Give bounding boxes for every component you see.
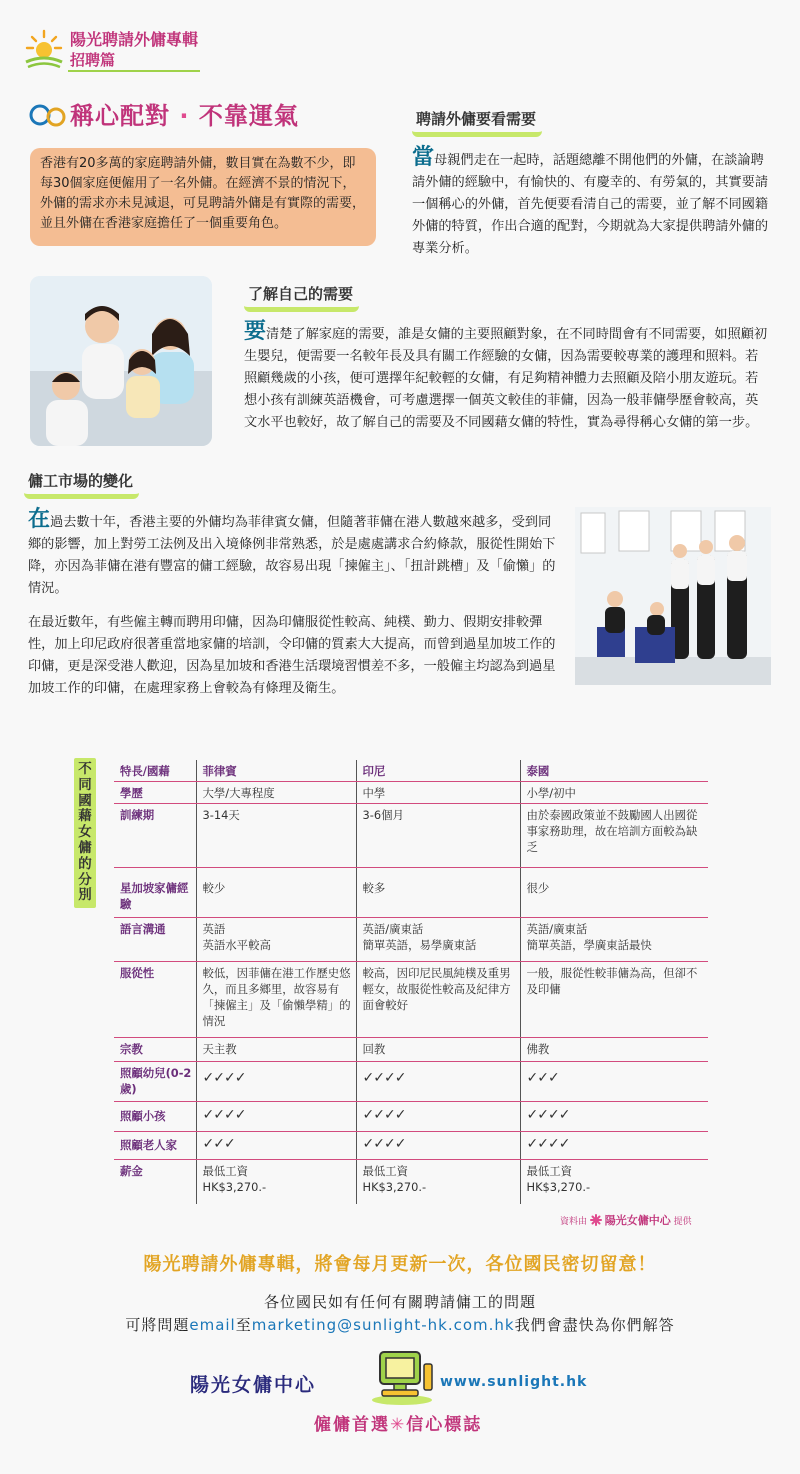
brand-title: 陽光聘請外傭專輯 — [70, 30, 199, 49]
row-label: 星加坡家傭經驗 — [114, 868, 196, 918]
vtitle-char: 同 — [78, 776, 92, 793]
tagline-part1: 僱傭首選 — [314, 1415, 390, 1435]
header-cell: 印尼 — [356, 760, 520, 782]
section3-title: 傭工市場的變化 — [24, 470, 139, 499]
table-cell: 一般，服從性較菲傭為高，但卻不及印傭 — [520, 962, 708, 1038]
row-label: 學歷 — [114, 782, 196, 804]
section2-title: 了解自己的需要 — [244, 283, 359, 312]
section2-text: 清楚了解家庭的需要，誰是女傭的主要照顧對象，在不同時間會有不同需要，如照顧初生嬰兒，便需要一名較年長及具有關工作經驗的女傭，因為需要較專業的護理和照料。若照顧幾歲的小孩，便可選擇年紀較輕的女傭，有足夠精神體力去照顧及陪小朋友遊玩。若想小孩有訓練英語機會，可考慮選擇一個英文較佳的菲傭，因為一般菲傭學歷會較高，英文水平也較好，故了解自己的需要及不同國藉女傭的特性，實為尋得稱心女傭的第一步。 — [244, 327, 768, 430]
table-cell: 較高，因印尼民風純樸及重男輕女，故服從性較高及紀律方面會較好 — [356, 962, 520, 1038]
contact-post: 我們會盡快為你們解答 — [514, 1316, 675, 1334]
table-cell: 英語/廣東話 簡單英語，學廣東話最快 — [520, 918, 708, 962]
table-cell: 較多 — [356, 868, 520, 918]
section3-body2: 在最近數年，有些僱主轉而聘用印傭，因為印傭服從性較高、純樸、勤力、假期安排較彈性，加上印尼政府很著重當地家傭的培訓，令印傭的質素大大提高，而曾到過星加坡工作的印傭，更是深受港人歡迎，因為星加坡和香港生活環境習慣差不多，一般僱主均認為到過星加坡工作的印傭，在處理家務上會較為有條理及衛生。 — [28, 615, 556, 696]
table-row — [114, 1160, 708, 1204]
intro-box: 香港有20多萬的家庭聘請外傭，數目實在為數不少，即每30個家庭便僱用了一名外傭。在經濟不景的情況下，外傭的需求亦未見減退，可見聘請外傭是有實際的需要，並且外傭在香港家庭擔任了一個重要角色。 — [30, 148, 376, 246]
tagline-part2: 信心標誌 — [406, 1415, 483, 1435]
source-prefix: 資料由 — [560, 1217, 588, 1227]
table-row — [114, 1102, 708, 1132]
table-row — [114, 804, 708, 868]
vtitle-char: 國 — [78, 792, 92, 809]
computer-icon — [366, 1348, 438, 1406]
table-cell: 最低工資 HK$3,270.- — [356, 1160, 520, 1204]
check-cell: ✓✓✓✓ — [520, 1132, 708, 1160]
header-cell: 菲律賓 — [196, 760, 356, 782]
contact-pre: 可將問題 — [125, 1316, 190, 1334]
check-cell: ✓✓✓✓ — [520, 1102, 708, 1132]
table-cell: 較少 — [196, 868, 356, 918]
table-cell: 英語 英語水平較高 — [196, 918, 356, 962]
section3-text1: 過去數十年，香港主要的外傭均為菲律賓女傭，但隨著菲傭在港人數越來越多，受到同鄉的影響，加上對勞工法例及出入境條例非常熟悉，於是處處講求合約條款，服從性開始下降，亦因為菲傭在港有豐富的傭工經驗，故容易出現「揀僱主」、「扭計跳槽」及「偷懶」的情況。 — [28, 515, 556, 596]
section2-body — [244, 319, 770, 434]
vtitle-char: 分 — [78, 871, 92, 888]
row-label: 宗教 — [114, 1038, 196, 1062]
section2-lead: 要 — [244, 319, 267, 344]
slogan-part2: 不靠運氣 — [198, 102, 299, 130]
email-link[interactable]: marketing@sunlight-hk.com.hk — [251, 1316, 515, 1334]
sun-logo-icon — [24, 28, 64, 70]
family-photo — [30, 276, 212, 446]
source-suffix: 提供 — [673, 1217, 692, 1227]
table-row — [114, 868, 708, 918]
table-cell: 佛教 — [520, 1038, 708, 1062]
tagline — [314, 1410, 482, 1435]
check-cell: ✓✓✓✓ — [356, 1102, 520, 1132]
check-cell: ✓✓✓✓ — [356, 1062, 520, 1102]
training-photo — [575, 507, 771, 685]
table-cell: 小學/初中 — [520, 782, 708, 804]
check-cell: ✓✓✓✓ — [196, 1102, 356, 1132]
rings-icon — [28, 100, 70, 130]
row-label: 照顧小孩 — [114, 1102, 196, 1132]
brand — [70, 30, 198, 70]
check-cell: ✓✓✓✓ — [196, 1062, 356, 1102]
flower-star-icon: ✳ — [390, 1415, 407, 1435]
contact-line1: 各位國民如有任何有關聘請傭工的問題 — [263, 1293, 536, 1311]
table-row — [114, 1132, 708, 1160]
center-name: 陽光女傭中心 — [190, 1374, 317, 1396]
vtitle-char: 的 — [78, 855, 92, 872]
slogan — [70, 96, 299, 131]
slogan-part1: 稱心配對 — [70, 102, 170, 130]
check-cell: ✓✓✓✓ — [356, 1132, 520, 1160]
brand-subtitle: 招聘篇 — [70, 51, 116, 69]
row-label: 語言溝通 — [114, 918, 196, 962]
vtitle-char: 傭 — [78, 839, 92, 856]
section3-body1 — [28, 507, 562, 600]
source-name: 陽光女傭中心 — [604, 1214, 671, 1227]
announcement: 陽光聘請外傭專輯，將會每月更新一次，各位國民密切留意！ — [143, 1254, 657, 1275]
table-cell: 天主教 — [196, 1038, 356, 1062]
table-row — [114, 962, 708, 1038]
slogan-dot: · — [179, 102, 190, 130]
vtitle-char: 別 — [78, 887, 92, 904]
table-cell: 3-14天 — [196, 804, 356, 868]
table-cell: 3-6個月 — [356, 804, 520, 868]
website-link[interactable]: www.sunlight.hk — [440, 1374, 588, 1390]
vtitle-char: 藉 — [78, 808, 92, 825]
contact-line2 — [0, 1314, 800, 1335]
table-cell: 最低工資 HK$3,270.- — [196, 1160, 356, 1204]
contact-mid: 至 — [235, 1316, 252, 1334]
vtitle-char: 不 — [78, 761, 92, 777]
row-label: 服從性 — [114, 962, 196, 1038]
brand-underline — [68, 70, 200, 72]
section1-text: 母親們走在一起時，話題總離不開他們的外傭，在談論聘請外傭的經驗中，有愉快的、有慶幸的、有勞氣的，其實要請一個稱心的外傭，首先便要看清自己的需要，並了解不同國籍外傭的特質，作出合適的配對，今期就為大家提供聘請外傭的專業分析。 — [412, 153, 769, 256]
table-cell: 由於泰國政策並不鼓勵國人出國從事家務助理，故在培訓方面較為缺乏 — [520, 804, 708, 868]
table-cell: 英語/廣東話 簡單英語，易學廣東話 — [356, 918, 520, 962]
header-cell: 泰國 — [520, 760, 708, 782]
table-cell: 回教 — [356, 1038, 520, 1062]
source-note — [560, 1212, 692, 1228]
row-label: 薪金 — [120, 1164, 143, 1178]
table-cell: 中學 — [356, 782, 520, 804]
table-header-row — [114, 760, 708, 782]
vtitle-char: 女 — [78, 824, 92, 841]
check-cell: ✓✓✓ — [520, 1062, 708, 1102]
table-vertical-title — [74, 758, 96, 908]
email-word: email — [189, 1316, 236, 1334]
section1-body — [412, 145, 770, 260]
row-label: 照顧老人家 — [114, 1132, 196, 1160]
row-label: 照顧幼兒(0-2歲) — [114, 1062, 196, 1102]
table-row — [114, 1038, 708, 1062]
section1-title: 聘請外傭要看需要 — [412, 108, 542, 137]
table-row — [114, 1062, 708, 1102]
header-cell: 特長/國藉 — [114, 760, 196, 782]
section1-lead: 當 — [412, 145, 435, 170]
flower-star-icon — [590, 1214, 602, 1226]
table-cell: 較低，因菲傭在港工作歷史悠久，而且多鄉里，故容易有「揀僱主」及「偷懶學精」的情況 — [196, 962, 356, 1038]
section3-lead: 在 — [28, 507, 51, 532]
table-cell: 最低工資 HK$3,270.- — [520, 1160, 708, 1204]
comparison-table — [114, 760, 708, 1204]
table-cell: 很少 — [520, 868, 708, 918]
row-label: 訓練期 — [114, 804, 196, 868]
table-cell: 大學/大專程度 — [196, 782, 356, 804]
table-row — [114, 782, 708, 804]
check-cell: ✓✓✓ — [196, 1132, 356, 1160]
table-row — [114, 918, 708, 962]
